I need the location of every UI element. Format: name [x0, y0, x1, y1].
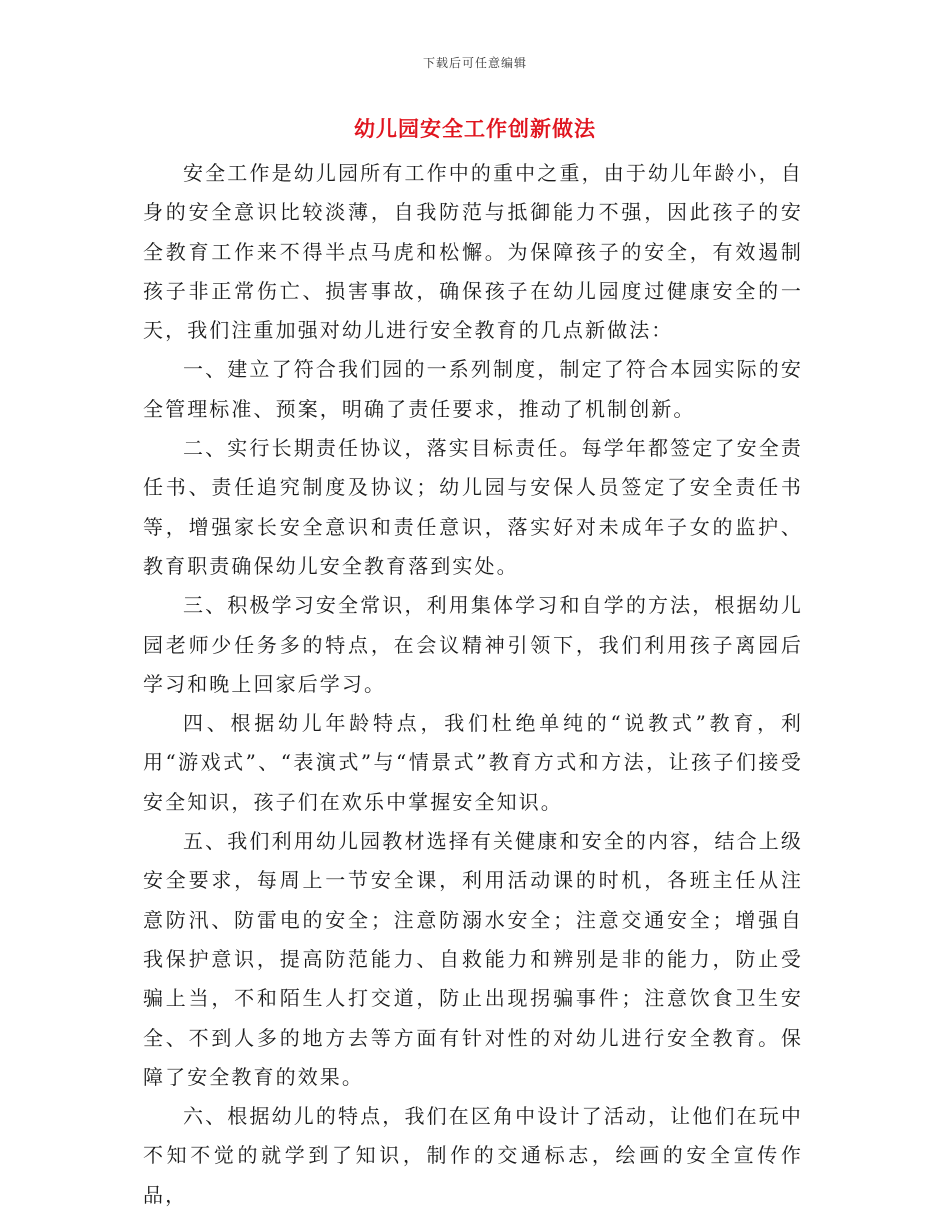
- header-note: 下载后可任意编辑: [422, 56, 527, 70]
- paragraph-intro: 安全工作是幼儿园所有工作中的重中之重，由于幼儿年龄小，自身的安全意识比较淡薄，自我防范与抵御能力不强，因此孩子的安全教育工作来不得半点马虎和松懈。为保障孩子的安全，有效遏制孩子非正常伤亡、损害事故，确保孩子在幼儿园度过健康安全的一天，我们注重加强对幼儿进行安全教育的几点新做法：: [143, 161, 803, 343]
- paragraph-item-5: 五、我们利用幼儿园教材选择有关健康和安全的内容，结合上级安全要求，每周上一节安全课，利用活动课的时机，各班主任从注意防汛、防雷电的安全；注意防溺水安全；注意交通安全；增强自我保护意识，提高防范能力、自救能力和辨别是非的能力，防止受骗上当，不和陌生人打交道，防止出现拐骗事件；注意饮食卫生安全、不到人多的地方去等方面有针对性的对幼儿进行安全教育。保障了安全教育的效果。: [143, 829, 803, 1089]
- paragraph-item-4: 四、根据幼儿年龄特点，我们杜绝单纯的“说教式”教育，利用“游戏式”、“表演式”与“情景式”教育方式和方法，让孩子们接受安全知识，孩子们在欢乐中掌握安全知识。: [143, 711, 803, 814]
- paragraph-item-2: 二、实行长期责任协议，落实目标责任。每学年都签定了安全责任书、责任追究制度及协议；幼儿园与安保人员签定了安全责任书等，增强家长安全意识和责任意识，落实好对未成年子女的监护、教育职责确保幼儿安全教育落到实处。: [143, 436, 803, 578]
- paragraph-item-6: 六、根据幼儿的特点，我们在区角中设计了活动，让他们在玩中不知不觉的就学到了知识，制作的交通标志，绘画的安全宣传作品，: [143, 1104, 803, 1207]
- paragraph-item-3: 三、积极学习安全常识，利用集体学习和自学的方法，根据幼儿园老师少任务多的特点，在会议精神引领下，我们利用孩子离园后学习和晚上回家后学习。: [143, 593, 803, 696]
- paragraph-item-1: 一、建立了符合我们园的一系列制度，制定了符合本园实际的安全管理标准、预案，明确了责任要求，推动了机制创新。: [143, 357, 803, 421]
- document-body: [143, 154, 803, 1215]
- document-title: 幼儿园安全工作创新做法: [354, 116, 596, 141]
